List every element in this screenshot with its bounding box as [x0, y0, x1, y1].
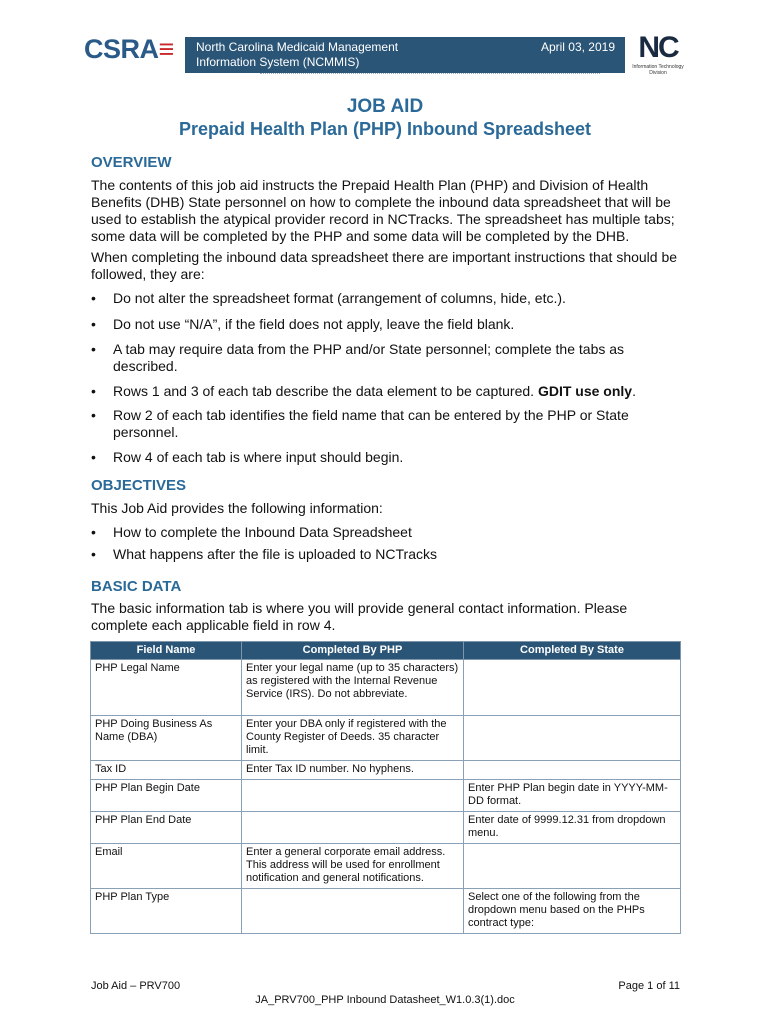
- objectives-heading: OBJECTIVES: [91, 477, 187, 494]
- table-cell: PHP Plan Type: [91, 889, 242, 934]
- document-date: April 03, 2019: [540, 40, 615, 54]
- table-row: [91, 660, 681, 716]
- basic-data-paragraph: The basic information tab is where you will provide general contact information. Please complete each applicable field in row 4.: [91, 600, 628, 633]
- table-cell: Enter your legal name (up to 35 characters) as registered with the Internal Revenue Service (IRS). Do not abbreviate.: [242, 660, 464, 716]
- overview-paragraph-2: When completing the inbound data spreadsheet there are important instructions that should be followed, they are:: [91, 249, 678, 282]
- table-header-row: [91, 642, 681, 660]
- table-cell: Enter date of 9999.12.31 from dropdown menu.: [464, 812, 681, 844]
- table-cell: Enter PHP Plan begin date in YYYY-MM-DD format.: [464, 780, 681, 812]
- system-name: North Carolina Medicaid Management Information System (NCMMIS): [196, 40, 399, 69]
- table-cell: [464, 660, 681, 716]
- table-row: [91, 812, 681, 844]
- nc-logo: NC Information Technology Division: [632, 31, 684, 76]
- table-cell: [464, 761, 681, 780]
- table-cell: [242, 812, 464, 844]
- list-item: • A tab may require data from the PHP and/or State personnel; complete the tabs as described.: [91, 341, 625, 374]
- overview-heading: OVERVIEW: [91, 154, 172, 171]
- objectives-paragraph: This Job Aid provides the following information:: [91, 500, 383, 516]
- footer-filename: JA_PRV700_PHP Inbound Datasheet_W1.0.3(1).doc: [255, 994, 515, 1006]
- basic-data-heading: BASIC DATA: [91, 578, 182, 595]
- table-row: [91, 780, 681, 812]
- table-cell: [464, 716, 681, 761]
- list-item: • How to complete the Inbound Data Spreadsheet: [91, 524, 412, 540]
- list-item: • Row 4 of each tab is where input should begin.: [91, 449, 404, 465]
- table-cell: PHP Plan End Date: [91, 812, 242, 844]
- table-cell: [242, 780, 464, 812]
- table-cell: PHP Doing Business As Name (DBA): [91, 716, 242, 761]
- table-cell: [464, 844, 681, 889]
- list-item: • Do not alter the spreadsheet format (arrangement of columns, hide, etc.).: [91, 290, 566, 306]
- column-header: Completed By PHP: [242, 642, 464, 660]
- column-header: Field Name: [91, 642, 242, 660]
- header-banner: [185, 37, 625, 73]
- page-number: Page 1 of 11: [618, 980, 680, 992]
- csra-logo: CSRA≡: [84, 34, 174, 64]
- table-row: [91, 716, 681, 761]
- table-cell: Tax ID: [91, 761, 242, 780]
- table-row: [91, 844, 681, 889]
- table-cell: PHP Legal Name: [91, 660, 242, 716]
- table-cell: [242, 889, 464, 934]
- table-cell: Enter Tax ID number. No hyphens.: [242, 761, 464, 780]
- overview-paragraph-1: The contents of this job aid instructs the Prepaid Health Plan (PHP) and Division of Health Benefits (DHB) State personnel on how to complete the inbound data spreadsheet that will be used to establish the atypical provider record in NCTracks. The spreadsheet has multiple tabs; some data will be completed by the PHP and some data will be completed by the DHB.: [91, 177, 675, 244]
- table-row: [91, 889, 681, 934]
- list-item: • Do not use “N/A”, if the field does not apply, leave the field blank.: [91, 316, 515, 332]
- table-cell: Select one of the following from the dropdown menu based on the PHPs contract type:: [464, 889, 681, 934]
- basic-data-table: [90, 641, 681, 934]
- page-title: JOB AID: [346, 96, 424, 117]
- table-cell: PHP Plan Begin Date: [91, 780, 242, 812]
- list-item: • What happens after the file is uploaded to NCTracks: [91, 546, 437, 562]
- list-item: • Rows 1 and 3 of each tab describe the data element to be captured. GDIT use only.: [91, 383, 636, 399]
- footer-left: Job Aid – PRV700: [91, 980, 181, 992]
- table-cell: Email: [91, 844, 242, 889]
- table-cell: Enter your DBA only if registered with the County Register of Deeds. 35 character limit.: [242, 716, 464, 761]
- table-row: [91, 761, 681, 780]
- list-item: • Row 2 of each tab identifies the field name that can be entered by the PHP or State personnel.: [91, 407, 629, 440]
- gdit-note: GDIT use only: [537, 383, 633, 399]
- header-divider: [260, 73, 600, 74]
- page-subtitle: Prepaid Health Plan (PHP) Inbound Spreadsheet: [178, 119, 592, 139]
- table-cell: Enter a general corporate email address. This address will be used for enrollment notification and general notifications.: [242, 844, 464, 889]
- column-header: Completed By State: [464, 642, 681, 660]
